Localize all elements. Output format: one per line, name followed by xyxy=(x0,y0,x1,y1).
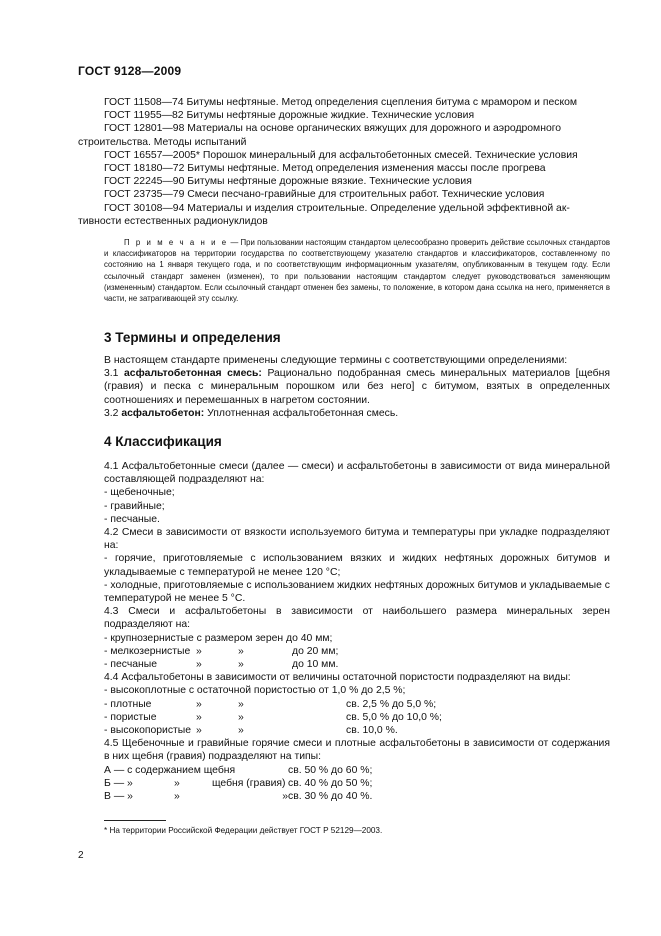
type-label: Б — » xyxy=(104,777,133,789)
ref-item: ГОСТ 11955—82 Битумы нефтяные дорожные жидкие. Технические условия xyxy=(104,110,475,122)
ref-item-continuation: тивности естественных радионуклидов xyxy=(78,215,268,227)
size-row xyxy=(104,632,610,645)
term-number: 3.2 xyxy=(104,407,122,419)
porosity-row xyxy=(104,698,610,711)
ref-item: ГОСТ 18180—72 Битумы нефтяные. Метод определения изменения массы после прогрева xyxy=(104,163,546,175)
ditto-mark: » xyxy=(174,777,180,789)
ref-item: ГОСТ 22245—90 Битумы нефтяные дорожные вязкие. Технические условия xyxy=(104,176,472,188)
list-item-cold: - холодные, приготовляемые с использованием жидких нефтяных дорожных битумов и укладываемые с температурой не менее 5 °С. xyxy=(104,579,610,605)
porosity-value: св. 5,0 % до 10,0 %; xyxy=(346,711,442,723)
type-value: св. 30 % до 40 %. xyxy=(288,791,373,803)
porosity-row xyxy=(104,684,610,697)
term-definition: Рационально подобранная смесь минеральных материалов [щебня (гравия) и песка с минеральным порошком или без него] с битумом, взятых в определенных соотношениях и перемешанных в нагретом состоянии. xyxy=(104,368,610,406)
size-row xyxy=(104,645,610,658)
type-label: А — с содержанием щебня xyxy=(104,764,236,776)
type-value: св. 50 % до 60 %; xyxy=(288,764,373,776)
ref-item: ГОСТ 30108—94 Материалы и изделия строительные. Определение удельной эффективной ак- xyxy=(104,202,570,214)
list-item: - гравийные; xyxy=(104,500,165,512)
type-value: св. 40 % до 50 %; xyxy=(288,777,373,789)
list-item: - щебеночные; xyxy=(104,487,175,499)
ref-item: ГОСТ 11508—74 Битумы нефтяные. Метод определения сцепления битума с мрамором и песком xyxy=(104,97,578,108)
type-row xyxy=(104,764,610,777)
porosity-value: св. 10,0 %. xyxy=(346,725,398,737)
page-number: 2 xyxy=(78,850,84,861)
clause-4-4: 4.4 Асфальтобетоны в зависимости от величины остаточной пористости подразделяют на виды: xyxy=(104,672,571,684)
ditto-mark: » xyxy=(282,791,288,803)
note-label: П р и м е ч а н и е xyxy=(124,238,229,247)
footnote-divider xyxy=(104,820,166,821)
section-3-intro: В настоящем стандарте применены следующие термины с соответствующими определениями: xyxy=(104,355,568,366)
ditto-mark: » xyxy=(174,791,180,803)
term-2 xyxy=(104,407,610,420)
size-label: - песчаные xyxy=(104,659,158,671)
ref-item: ГОСТ 23735—79 Смеси песчано-гравийные для строительных работ. Технические условия xyxy=(104,189,545,201)
section-3-body xyxy=(104,354,610,420)
clause-4-2: 4.2 Смеси в зависимости от вязкости используемого битума и температуры при укладке подразделяют на: xyxy=(104,527,610,552)
size-value: до 20 мм; xyxy=(292,645,339,657)
ref-item: ГОСТ 16557—2005* Порошок минеральный для асфальтобетонных смесей. Технические условия xyxy=(104,149,578,161)
term-number: 3.1 xyxy=(104,368,125,380)
porosity-label: - плотные xyxy=(104,698,152,710)
term-name: асфальтобетон: xyxy=(121,407,205,419)
section-3-title: 3 Термины и определения xyxy=(104,330,281,345)
porosity-value: св. 2,5 % до 5,0 %; xyxy=(346,698,437,710)
ditto-mark: » xyxy=(196,698,202,710)
term-1 xyxy=(104,367,610,407)
type-label: В — » xyxy=(104,791,133,803)
clause-4-1: 4.1 Асфальтобетонные смеси (далее — смеси) и асфальтобетоны в зависимости от вида минеральной составляющей подразделяют на: xyxy=(104,461,610,486)
note-paragraph xyxy=(104,237,610,304)
porosity-label: - высокопористые xyxy=(104,725,192,737)
ditto-mark: » xyxy=(238,659,244,671)
porosity-row xyxy=(104,724,610,737)
porosity-label: - пористые xyxy=(104,711,157,723)
ditto-mark: » xyxy=(196,645,202,657)
size-label: - мелкозернистые xyxy=(104,645,191,657)
note-text: — При пользовании настоящим стандартом целесообразно проверить действие ссылочных стандартов и классификаторов на территории государства по соответствующему указателю стандартов и классификаторов, составленному по состоянию на 1 января текущего года, и по соответствующим информационным указателям, опубликованным в текущем году. Если ссылочный стандарт заменен (изменен), то при пользовании настоящим стандартом следует руководствоваться заменяющим (измененным) стандартом. Если ссылочный стандарт отменен без замены, то положение, в котором дана ссылка на него, применяется в части, не затрагивающей эту ссылку. xyxy=(104,238,611,304)
ditto-mark: » xyxy=(238,698,244,710)
type-row xyxy=(104,777,610,790)
ditto-mark: » xyxy=(238,711,244,723)
porosity-label: - высокоплотные с остаточной пористостью от 1,0 % до 2,5 %; xyxy=(104,685,406,697)
section-4-title: 4 Классификация xyxy=(104,434,222,449)
ditto-mark: » xyxy=(196,659,202,671)
ditto-mark: » xyxy=(238,725,244,737)
list-item: - песчаные. xyxy=(104,513,160,525)
footnote: * На территории Российской Федерации действует ГОСТ Р 52129—2003. xyxy=(104,826,383,835)
ref-item: ГОСТ 12801—98 Материалы на основе органических вяжущих для дорожного и аэродромного xyxy=(104,123,562,135)
type-row xyxy=(104,790,610,803)
list-item-hot: - горячие, приготовляемые с использованием вязких и жидких нефтяных дорожных битумов и укладываемые с температурой не менее 120 °С; xyxy=(104,553,610,578)
size-value: до 10 мм. xyxy=(292,659,339,671)
term-definition: Уплотненная асфальтобетонная смесь. xyxy=(204,407,399,419)
clause-4-5: 4.5 Щебеночные и гравийные горячие смеси и плотные асфальтобетоны в зависимости от содержания в них щебня (гравия) подразделяют на типы: xyxy=(104,738,610,763)
ditto-mark: » xyxy=(196,725,202,737)
type-label: щебня (гравия) xyxy=(212,777,286,789)
references-list xyxy=(78,96,610,228)
term-name: асфальтобетонная смесь: xyxy=(124,368,262,380)
clause-4-3: 4.3 Смеси и асфальтобетоны в зависимости от наибольшего размера минеральных зерен подразделяют на: xyxy=(104,606,610,631)
size-label: - крупнозернистые с размером зерен до 40 мм; xyxy=(104,632,333,644)
ditto-mark: » xyxy=(238,645,244,657)
section-4-body xyxy=(104,460,610,803)
ditto-mark: » xyxy=(196,711,202,723)
document-header: ГОСТ 9128—2009 xyxy=(78,64,182,78)
ref-item-continuation: строительства. Методы испытаний xyxy=(78,136,247,148)
porosity-row xyxy=(104,711,610,724)
size-row xyxy=(104,658,610,671)
